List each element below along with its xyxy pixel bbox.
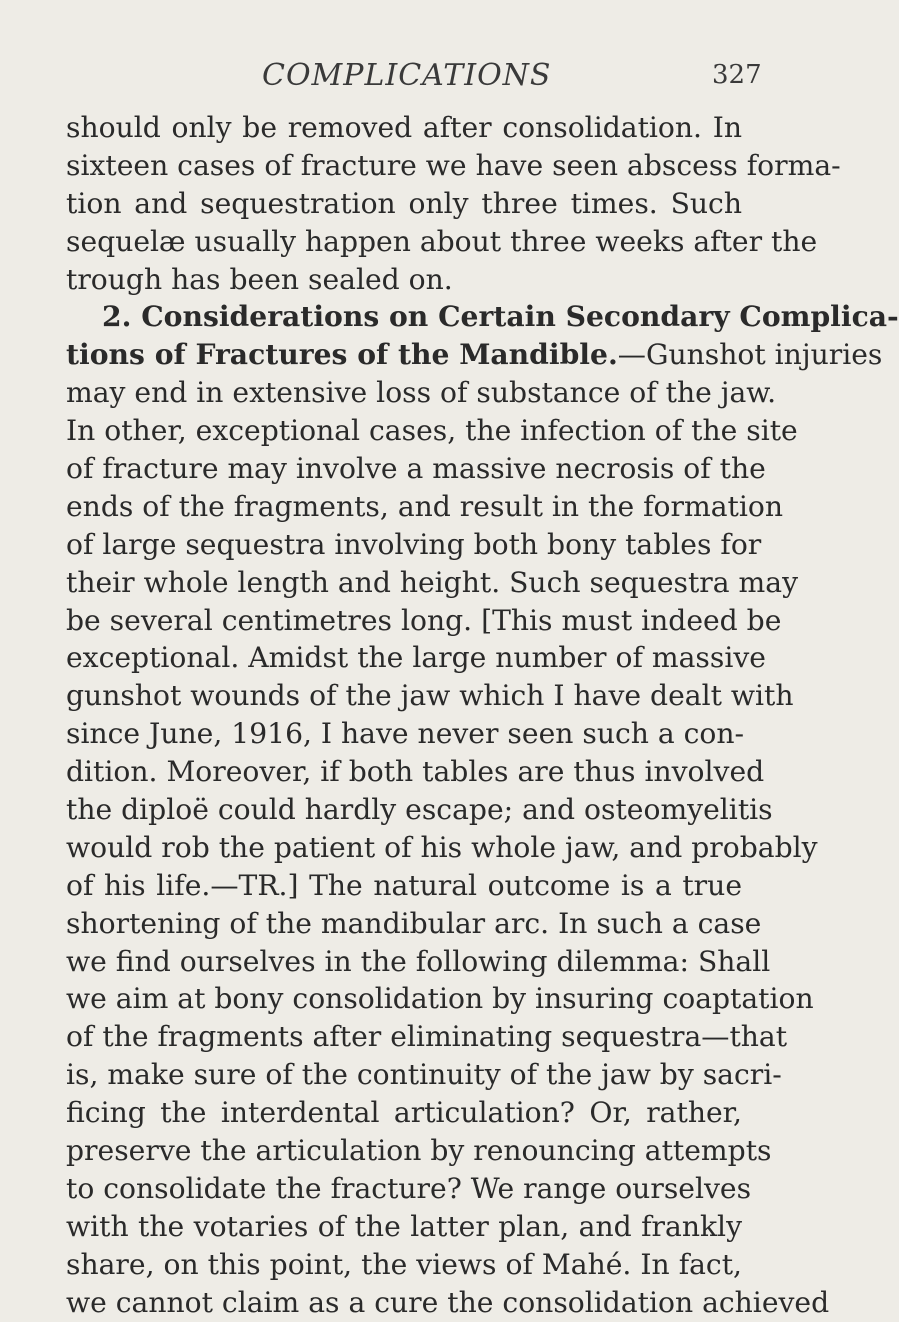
text-line: since June, 1916, I have never seen such a con- [66, 717, 745, 751]
text-line-with-heading [66, 336, 883, 374]
text-line: gunshot wounds of the jaw which I have dealt with [66, 679, 794, 713]
text-line: with the votaries of the latter plan, and frankly [66, 1209, 742, 1243]
text-line: may end in extensive loss of substance of the jaw. [66, 376, 777, 410]
text-line: preserve the articulation by renouncing attempts [66, 1134, 772, 1168]
section-heading-line: 2. Considerations on Certain Secondary Complica- [102, 300, 899, 334]
text-line: the diploë could hardly escape; and osteomyelitis [66, 793, 773, 827]
text-line: we cannot claim as a cure the consolidation achieved [66, 1285, 830, 1319]
text-line: of fracture may involve a massive necrosis of the [66, 452, 766, 486]
running-title: COMPLICATIONS [262, 58, 552, 93]
text-line: would rob the patient of his whole jaw, and probably [66, 830, 818, 864]
text-line: be several centimetres long. [This must indeed be [66, 603, 782, 637]
running-head [0, 58, 800, 98]
text-line: their whole length and height. Such sequestra may [66, 565, 798, 599]
text-line: trough has been sealed on. [66, 262, 453, 296]
text-line: of the fragments after eliminating sequestra—that [66, 1020, 788, 1054]
text-line: of his life.—TR.] The natural outcome is a true [66, 868, 742, 902]
text-line: shortening of the mandibular arc. In such a case [66, 906, 762, 940]
text-line: we aim at bony consolidation by insuring coaptation [66, 982, 814, 1016]
text-line: ficing the interdental articulation? Or, rather, [66, 1096, 742, 1130]
text-line: should only be removed after consolidation. In [66, 111, 742, 144]
text-line: dition. Moreover, if both tables are thus involved [66, 755, 765, 789]
page-number: 327 [712, 60, 762, 90]
text-line: exceptional. Amidst the large number of massive [66, 641, 766, 675]
text-line: ends of the fragments, and result in the formation [66, 489, 783, 523]
text-line: share, on this point, the views of Mahé. In fact, [66, 1247, 742, 1281]
text-line: we find ourselves in the following dilemma: Shall [66, 944, 771, 978]
section-heading: tions of Fractures of the Mandible. [66, 338, 618, 372]
body-text [66, 109, 899, 1322]
heading-continuation: —Gunshot injuries [617, 338, 883, 372]
text-line: sequelæ usually happen about three weeks after the [66, 224, 818, 258]
text-line: is, make sure of the continuity of the jaw by sacri- [66, 1058, 782, 1092]
text-line: In other, exceptional cases, the infection of the site [66, 414, 798, 448]
text-line: tion and sequestration only three times. Such [66, 186, 742, 220]
text-line: sixteen cases of fracture we have seen abscess forma- [66, 148, 841, 182]
text-line: to consolidate the fracture? We range ourselves [66, 1171, 752, 1205]
text-line: of large sequestra involving both bony tables for [66, 527, 762, 561]
